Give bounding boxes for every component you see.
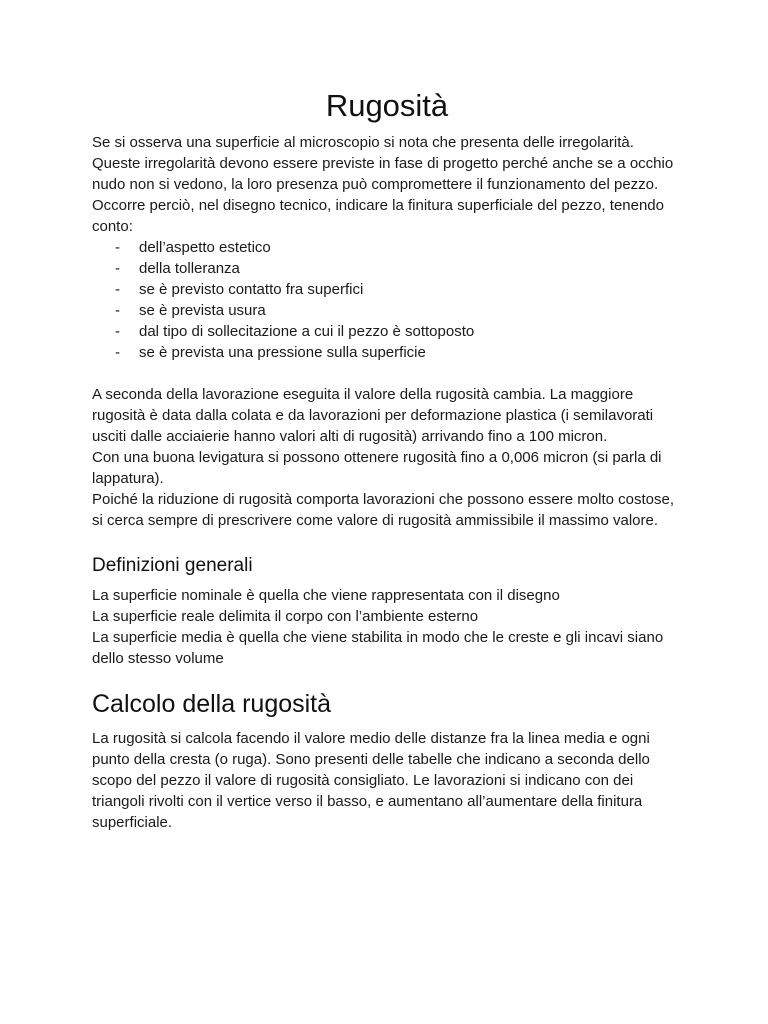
definition-line: La superficie nominale è quella che viene rappresentata con il disegno (92, 587, 560, 604)
list-item-text: dell’aspetto estetico (139, 239, 271, 256)
list-dash: - (115, 323, 120, 340)
definitions-heading: Definizioni generali (92, 555, 253, 576)
calculation-heading: Calcolo della rugosità (92, 690, 332, 718)
definition-line: La superficie media è quella che viene stabilita in modo che le creste e gli incavi siano dello stesso volume (92, 629, 664, 667)
roughness-line: Con una buona levigatura si possono ottenere rugosità fino a 0,006 micron (si parla di lappatura). (92, 449, 662, 487)
roughness-line: A seconda della lavorazione eseguita il valore della rugosità cambia. La maggiore rugosità è data dalla colata e da lavorazioni per deformazione plastica (i semilavorati usciti dalle acciaierie hanno valori alti di rugosità) arrivando fino a 100 micron. (92, 386, 654, 445)
list-item-text: se è prevista una pressione sulla superficie (139, 344, 426, 361)
list-item (92, 300, 682, 321)
list-dash: - (115, 281, 120, 298)
list-item-text: se è prevista usura (139, 302, 266, 319)
list-item (92, 321, 682, 342)
roughness-line: Poiché la riduzione di rugosità comporta lavorazioni che possono essere molto costose, si cerca sempre di prescrivere come valore di rugosità ammissibile il massimo valore. (92, 491, 674, 529)
document-page (92, 86, 682, 833)
definition-line: La superficie reale delimita il corpo con l’ambiente esterno (92, 608, 479, 625)
roughness-paragraph (92, 384, 682, 531)
intro-paragraph: Se si osserva una superficie al microscopio si nota che presenta delle irregolarità. Queste irregolarità devono essere previste in fase di progetto perché anche se a occhio nudo non si vedono, la loro presenza può compromettere il funzionamento del pezzo. Occorre perciò, nel disegno tecnico, indicare la finitura superficiale del pezzo, tenendo conto: (92, 134, 674, 235)
list-item (92, 279, 682, 300)
list-dash: - (115, 302, 120, 319)
list-item (92, 258, 682, 279)
calculation-paragraph: La rugosità si calcola facendo il valore medio delle distanze fra la linea media e ogni punto della cresta (o ruga). Sono presenti delle tabelle che indicano a seconda dello scopo del pezzo il valore di rugosità consigliato. Le lavorazioni si indicano con dei triangoli rivolti con il vertice verso il basso, e aumentano all’aumentare della finitura superficiale. (92, 730, 650, 831)
list-item (92, 342, 682, 363)
list-dash: - (115, 344, 120, 361)
list-dash: - (115, 239, 120, 256)
conditions-list (92, 237, 682, 363)
list-item (92, 237, 682, 258)
list-item-text: della tolleranza (139, 260, 240, 277)
list-item-text: se è previsto contatto fra superfici (139, 281, 364, 298)
list-dash: - (115, 260, 120, 277)
definitions-block (92, 585, 682, 669)
page-title: Rugosità (325, 88, 449, 123)
list-item-text: dal tipo di sollecitazione a cui il pezzo è sottoposto (139, 323, 475, 340)
